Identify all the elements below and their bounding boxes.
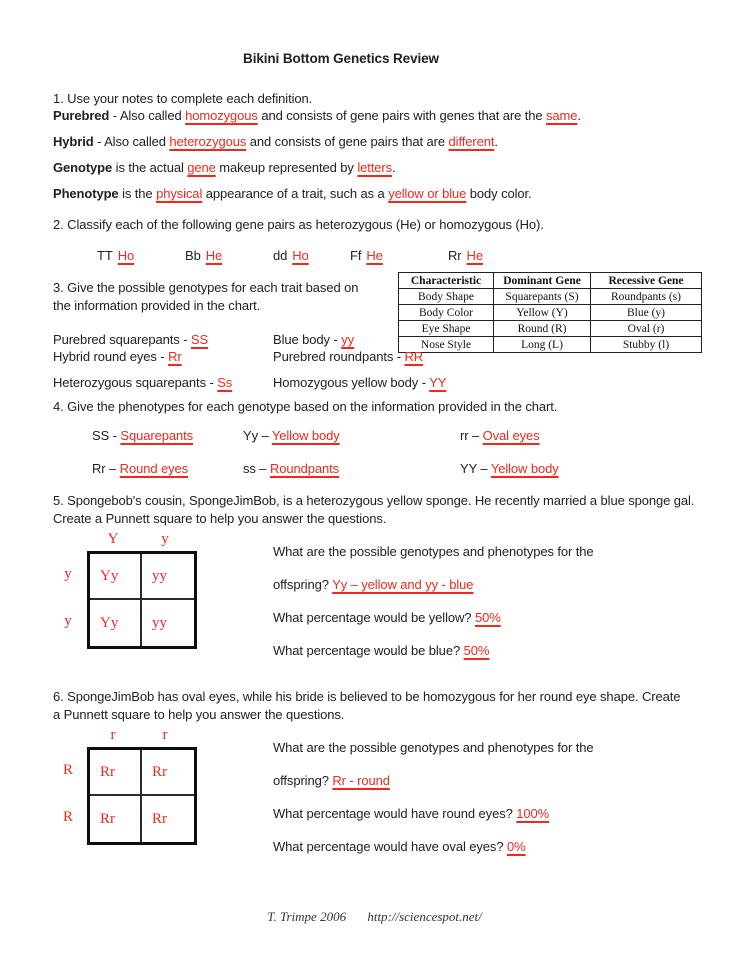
answer-text: gene <box>187 160 216 175</box>
answer-text: same <box>546 108 578 123</box>
text-segment: is the <box>118 186 157 201</box>
page-title: Bikini Bottom Genetics Review <box>243 51 439 66</box>
prompt-text: Purebred roundpants - <box>273 349 405 364</box>
answer-text: 50% <box>463 643 490 658</box>
punnett-cell: Rr <box>90 750 142 796</box>
punnett-cell: Rr <box>142 750 194 796</box>
answer-text: letters <box>357 160 393 175</box>
punnett-row-label: R <box>62 762 73 778</box>
q6-question-genotypes: What are the possible genotypes and phenotypes for the <box>273 740 594 755</box>
text-segment: Hybrid <box>53 134 94 149</box>
text-segment: What percentage would have oval eyes? <box>273 839 507 854</box>
answer-text: homozygous <box>185 108 258 123</box>
answer-text: He <box>366 248 383 263</box>
question-6-heading-line1: 6. SpongeJimBob has oval eyes, while his bride is believed to be homozygous for her round eye shape. Create <box>53 689 681 704</box>
table-cell: Yellow (Y) <box>494 305 591 321</box>
q4-answer-yy-cap <box>460 460 559 477</box>
q3-answer-hybrid-round-eyes <box>53 348 182 365</box>
answer-text: Rr - round <box>332 773 390 788</box>
q5-answer-offspring <box>273 576 473 593</box>
gene-pair-ff <box>350 247 383 264</box>
table-cell: Blue (y) <box>591 305 702 321</box>
text-segment: and consists of gene pairs with genes that are the <box>257 108 547 123</box>
q5-answer-percent-yellow <box>273 609 501 626</box>
punnett-col-label: y <box>161 531 169 547</box>
answer-text: Yellow body <box>490 461 559 476</box>
gene-pair-dd <box>273 247 309 264</box>
q3-answer-homozygous-yellow-body <box>273 374 446 391</box>
answer-text: yellow or blue <box>388 186 467 201</box>
answer-text: YY <box>429 375 447 390</box>
table-header-cell: Recessive Gene <box>591 273 702 289</box>
punnett-row-label: y <box>64 566 72 582</box>
gene-pair-label: Bb <box>185 248 201 263</box>
gene-pair-bb <box>185 247 222 264</box>
question-5-heading-line2: Create a Punnett square to help you answer the questions. <box>53 511 387 526</box>
text-segment: Purebred <box>53 108 110 123</box>
punnett-row-label: y <box>64 613 72 629</box>
table-row <box>399 305 702 321</box>
prompt-text: ss – <box>243 461 270 476</box>
q4-answer-ss-cap <box>92 427 193 444</box>
gene-pair-tt <box>97 247 134 264</box>
answer-text: Rr <box>168 349 182 364</box>
q6-answer-percent-oval <box>273 838 526 855</box>
answer-text: heterozygous <box>169 134 247 149</box>
answer-text: different <box>448 134 495 149</box>
q3-answer-heterozygous-squarepants <box>53 374 232 391</box>
answer-text: 50% <box>474 610 501 625</box>
answer-text: physical <box>156 186 203 201</box>
text-segment: offspring? <box>273 773 333 788</box>
punnett-cell: yy <box>152 614 167 631</box>
q6-answer-percent-round <box>273 805 549 822</box>
table-cell: Eye Shape <box>399 321 494 337</box>
answer-text: Ss <box>217 375 233 390</box>
answer-text: SS <box>190 332 209 347</box>
table-cell: Long (L) <box>494 337 591 353</box>
answer-text: Roundpants <box>269 461 340 476</box>
table-cell: Stubby (l) <box>591 337 702 353</box>
text-segment: - Also called <box>109 108 186 123</box>
prompt-text: Heterozygous squarepants - <box>53 375 218 390</box>
punnett-cell: Yy <box>90 600 142 646</box>
text-segment: Genotype <box>53 160 113 175</box>
table-row <box>399 289 702 305</box>
text-segment: makeup represented by <box>215 160 358 175</box>
footer <box>0 909 749 925</box>
text-segment: . <box>494 134 498 149</box>
text-segment: appearance of a trait, such as a <box>202 186 389 201</box>
table-header-row <box>399 273 702 289</box>
table-row <box>399 337 702 353</box>
gene-pair-label: TT <box>97 248 113 263</box>
answer-text: Round eyes <box>119 461 189 476</box>
q5-question-genotypes: What are the possible genotypes and phenotypes for the <box>273 544 594 559</box>
gene-pair-label: Ff <box>350 248 362 263</box>
q6-answer-offspring <box>273 772 390 789</box>
table-header-cell: Characteristic <box>399 273 494 289</box>
answer-text: Yy – yellow and yy - blue <box>332 577 474 592</box>
answer-text: Squarepants <box>120 428 194 443</box>
gene-pair-rr <box>448 247 483 264</box>
answer-text: Ho <box>117 248 135 263</box>
text-segment: offspring? <box>273 577 333 592</box>
gene-pair-label: Rr <box>448 248 462 263</box>
prompt-text: Homozygous yellow body - <box>273 375 430 390</box>
q3-answer-purebred-squarepants <box>53 331 208 348</box>
definition-purebred <box>53 107 581 124</box>
punnett-row-label: R <box>62 809 73 825</box>
text-segment: body color. <box>466 186 532 201</box>
text-segment: and consists of gene pairs that are <box>246 134 449 149</box>
q4-answer-ss-low <box>243 460 339 477</box>
punnett-cell: yy <box>142 554 194 600</box>
definition-genotype <box>53 159 396 176</box>
answer-text: He <box>466 248 483 263</box>
q5-answer-percent-blue <box>273 642 489 659</box>
question-6-heading-line2: a Punnett square to help you answer the questions. <box>53 707 345 722</box>
prompt-text: rr – <box>460 428 483 443</box>
answer-text: 0% <box>506 839 526 854</box>
answer-text: Ho <box>292 248 309 263</box>
q4-answer-rr-low <box>460 427 540 444</box>
question-1-heading: 1. Use your notes to complete each definition. <box>53 91 313 106</box>
genetics-reference-table <box>398 272 702 353</box>
prompt-text: Rr – <box>92 461 120 476</box>
question-4-heading: 4. Give the phenotypes for each genotype based on the information provided in the chart. <box>53 399 558 414</box>
prompt-text: SS - <box>92 428 121 443</box>
question-2-heading: 2. Classify each of the following gene pairs as heterozygous (He) or homozygous (Ho). <box>53 217 544 232</box>
punnett-cell: Rr <box>152 810 167 827</box>
footer-url: http://sciencespot.net/ <box>367 909 482 924</box>
table-cell: Body Shape <box>399 289 494 305</box>
text-segment: is the actual <box>112 160 188 175</box>
text-segment: - Also called <box>93 134 170 149</box>
punnett-cell: Yy <box>90 554 142 600</box>
footer-credit: T. Trimpe 2006 <box>267 909 347 924</box>
question-5-heading-line1: 5. Spongebob's cousin, SpongeJimBob, is a heterozygous yellow sponge. He recently married a blue sponge gal. <box>53 493 695 508</box>
question-3-heading-line2: the information provided in the chart. <box>53 298 261 313</box>
punnett-col-label: Y <box>107 531 119 547</box>
punnett-grid <box>87 747 197 845</box>
gene-pair-label: dd <box>273 248 288 263</box>
text-segment: . <box>577 108 581 123</box>
table-cell: Roundpants (s) <box>591 289 702 305</box>
table-header-cell: Dominant Gene <box>494 273 591 289</box>
q4-answer-rr-het <box>92 460 188 477</box>
punnett-col-label: r <box>110 727 116 743</box>
text-segment: What percentage would be yellow? <box>273 610 475 625</box>
q4-answer-yy-het <box>243 427 340 444</box>
question-3-heading-line1: 3. Give the possible genotypes for each trait based on <box>53 280 359 295</box>
answer-text: He <box>205 248 223 263</box>
q3-answer-blue-body <box>273 331 354 348</box>
punnett-cell: Rr <box>90 796 142 842</box>
punnett-grid <box>87 551 197 649</box>
table-cell: Round (R) <box>494 321 591 337</box>
table-cell: Nose Style <box>399 337 494 353</box>
prompt-text: Purebred squarepants - <box>53 332 191 347</box>
table-cell: Body Color <box>399 305 494 321</box>
table-cell: Squarepants (S) <box>494 289 591 305</box>
answer-text: yy <box>341 332 354 347</box>
table-cell: Oval (r) <box>591 321 702 337</box>
punnett-col-label: r <box>162 727 168 743</box>
answer-text: RR <box>404 349 424 364</box>
text-segment: Phenotype <box>53 186 119 201</box>
prompt-text: Blue body - <box>273 332 342 347</box>
q3-answer-purebred-roundpants <box>273 348 423 365</box>
table-row <box>399 321 702 337</box>
answer-text: Oval eyes <box>482 428 540 443</box>
prompt-text: YY – <box>460 461 491 476</box>
answer-text: Yellow body <box>271 428 340 443</box>
definition-hybrid <box>53 133 498 150</box>
definition-phenotype <box>53 185 532 202</box>
text-segment: . <box>392 160 396 175</box>
text-segment: What percentage would have round eyes? <box>273 806 517 821</box>
answer-text: 100% <box>516 806 550 821</box>
prompt-text: Hybrid round eyes - <box>53 349 169 364</box>
prompt-text: Yy – <box>243 428 272 443</box>
text-segment: What percentage would be blue? <box>273 643 464 658</box>
